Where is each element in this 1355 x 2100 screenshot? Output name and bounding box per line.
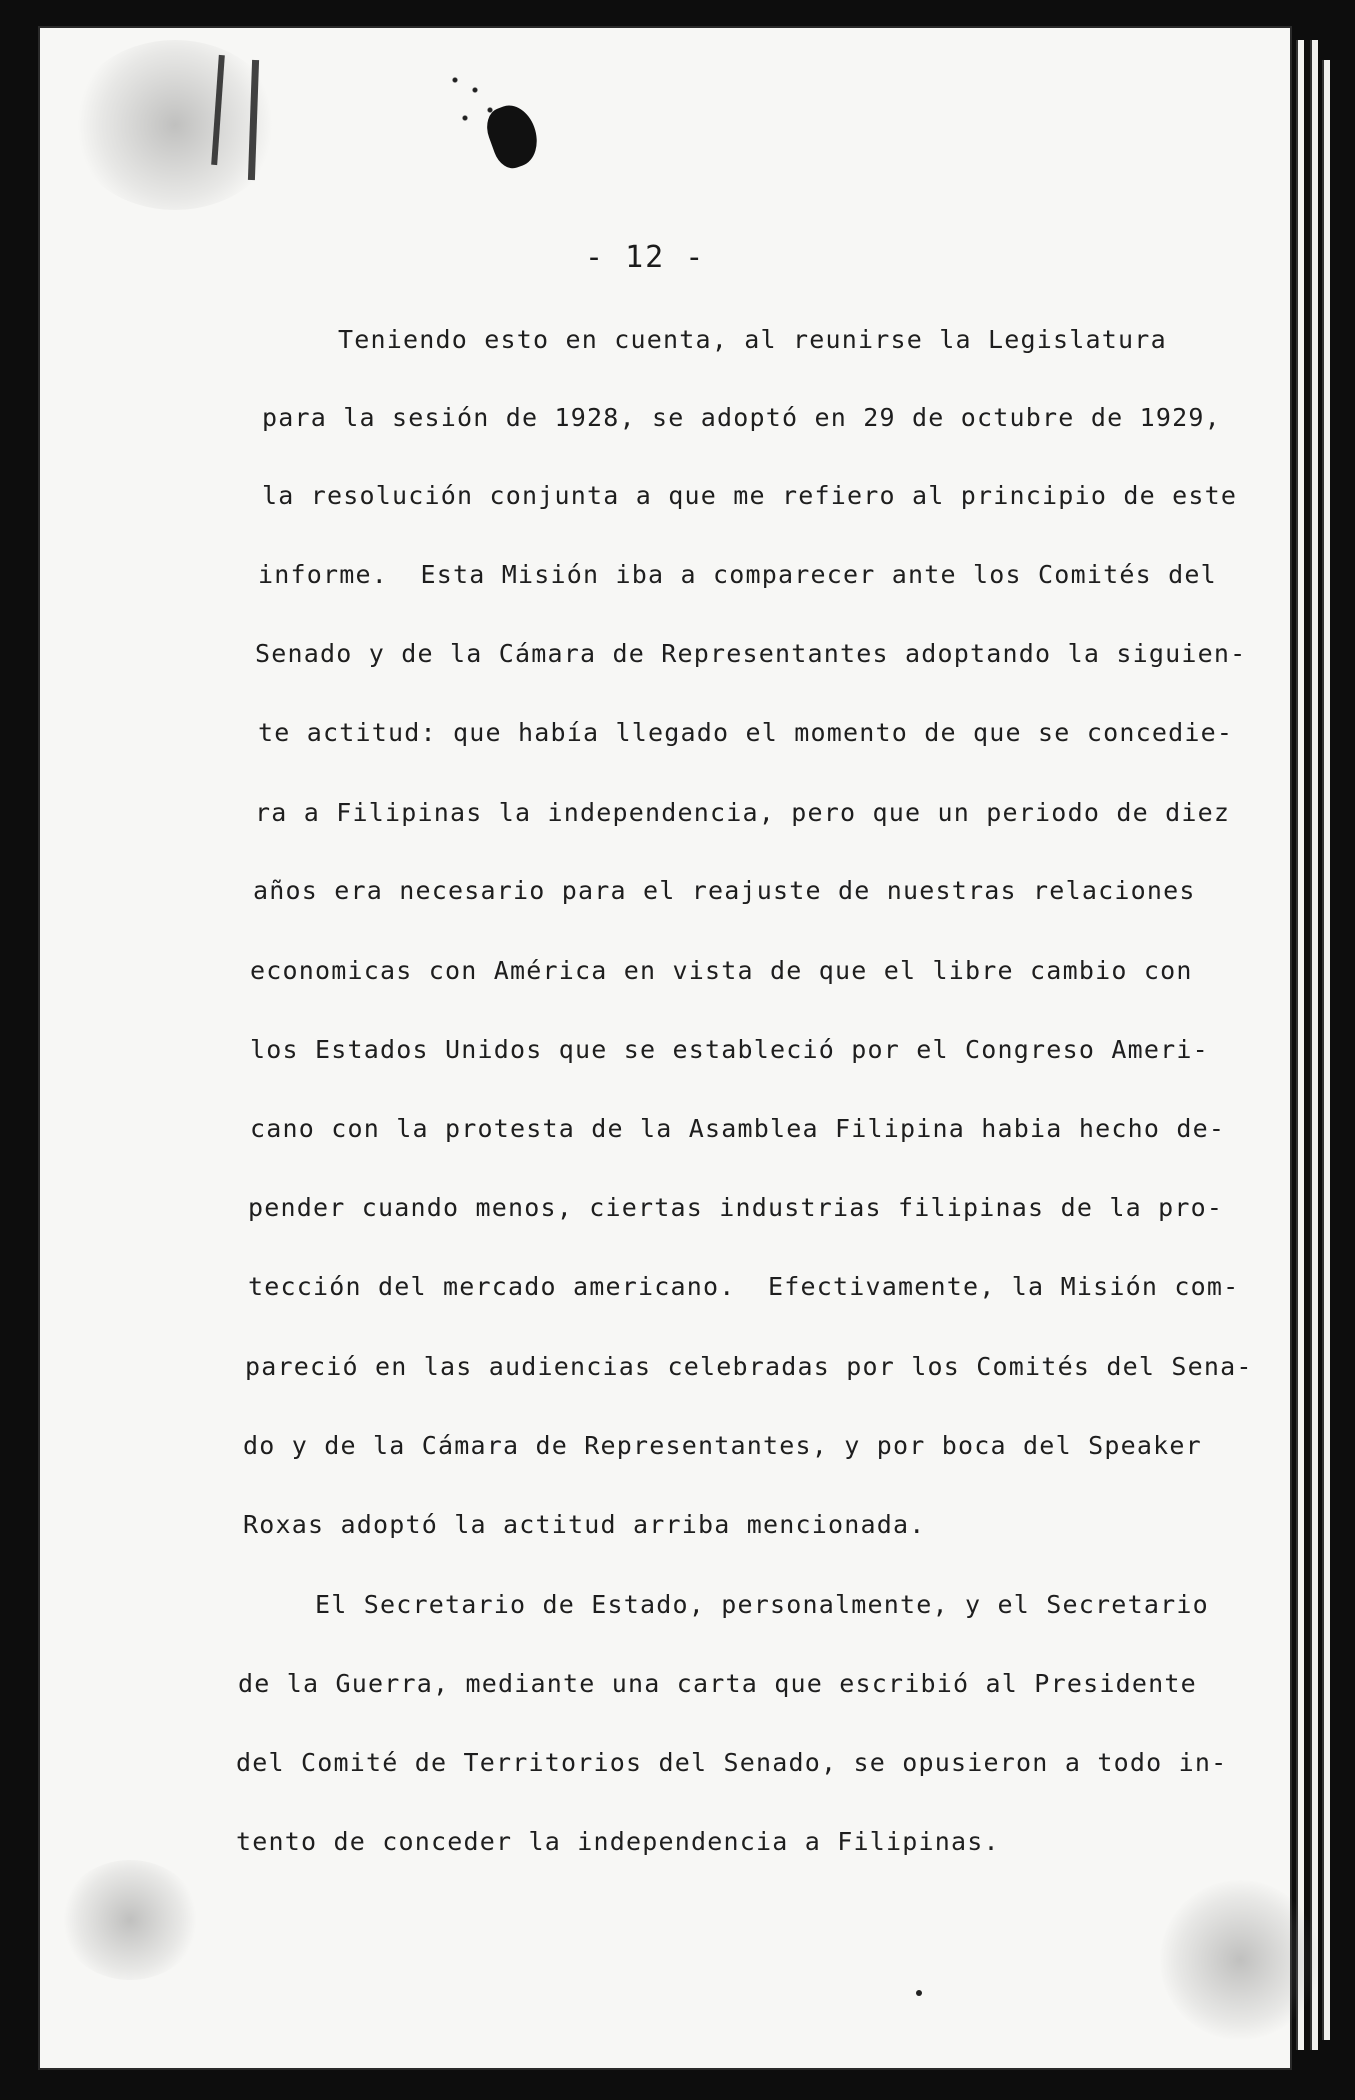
body-line: informe. Esta Misión iba a comparecer ante los Comités del [258, 560, 1217, 589]
ink-dot [916, 1990, 922, 1996]
body-line: do y de la Cámara de Representantes, y por boca del Speaker [243, 1431, 1202, 1460]
body-line: tección del mercado americano. Efectivamente, la Misión com- [248, 1272, 1240, 1301]
body-line: ra a Filipinas la independencia, pero que un periodo de diez [255, 798, 1231, 827]
body-line: economicas con América en vista de que el libre cambio con [250, 956, 1193, 985]
stacked-page-edge [1296, 40, 1304, 2050]
scan-smudge [70, 40, 280, 210]
body-line: Teniendo esto en cuenta, al reunirse la Legislatura [338, 325, 1167, 354]
body-line: Roxas adoptó la actitud arriba mencionada. [243, 1510, 926, 1539]
body-line: de la Guerra, mediante una carta que escribió al Presidente [238, 1669, 1197, 1698]
body-line: la resolución conjunta a que me refiero al principio de este [262, 481, 1238, 510]
scan-smudge [60, 1860, 200, 1980]
body-line: pender cuando menos, ciertas industrias filipinas de la pro- [248, 1193, 1224, 1222]
page-number: - 12 - [585, 240, 706, 275]
stacked-page-edge [1322, 60, 1330, 2040]
body-line: del Comité de Territorios del Senado, se opusieron a todo in- [236, 1748, 1228, 1777]
body-line: te actitud: que había llegado el momento de que se concediе- [258, 718, 1234, 747]
body-line: para la sesión de 1928, se adoptó en 29 de octubre de 1929, [262, 403, 1221, 432]
body-line: tento de conceder la independencia a Filipinas. [236, 1827, 1000, 1856]
body-line: El Secretario de Estado, personalmente, y el Secretario [315, 1590, 1209, 1619]
stacked-page-edge [1310, 40, 1318, 2050]
body-line: Senado y de la Cámara de Representantes adoptando la siguien- [255, 639, 1247, 668]
body-line: años era necesario para el reajuste de nuestras relaciones [253, 876, 1196, 905]
body-line: cano con la protesta de la Asamblea Filipina habia hecho de- [250, 1114, 1226, 1143]
scan-smudge [1160, 1880, 1320, 2040]
body-line: los Estados Unidos que se estableció por el Congreso Ameri- [250, 1035, 1209, 1064]
body-line: pareció en las audiencias celebradas por los Comités del Sena- [245, 1352, 1253, 1381]
